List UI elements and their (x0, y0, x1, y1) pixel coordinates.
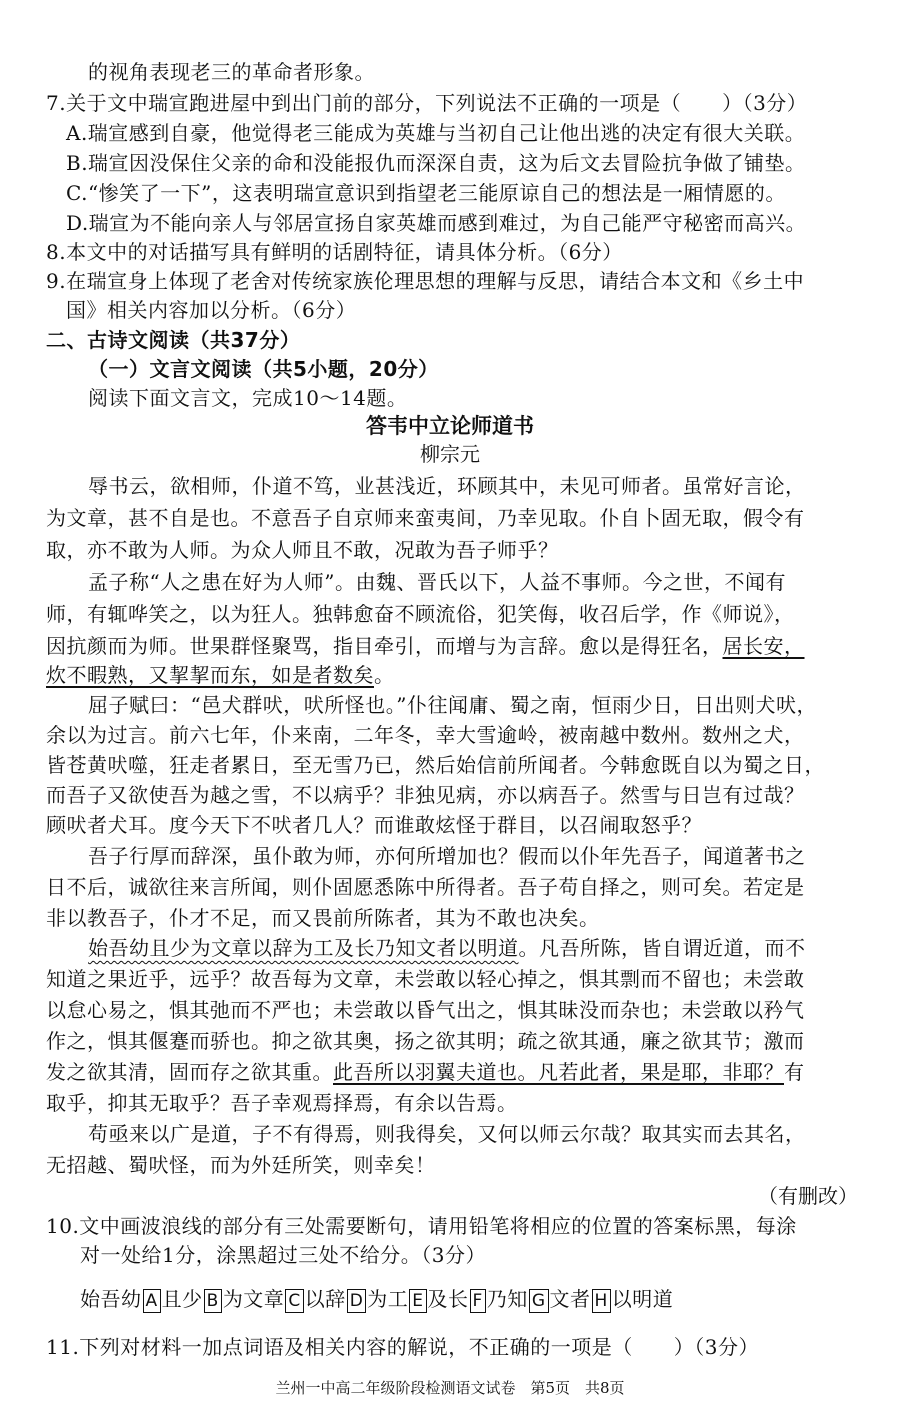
answer-box-h[interactable]: H (592, 1289, 611, 1313)
q9-line2: 国》相关内容加以分析。（6分） (66, 298, 357, 322)
q11: 11.下列对材料一加点词语及相关内容的解说，不正确的一项是（ ）（3分） (46, 1335, 760, 1359)
q10-line2: 对一处给1分，涂黑超过三处不给分。（3分） (80, 1243, 486, 1267)
p1-line2: 为文章，甚不自是也。不意吾子自京师来蛮夷间，乃幸见取。仆自卜固无取，假令有 (46, 506, 805, 530)
segment: 乃知 (486, 1287, 528, 1311)
p3-line3: 皆苍黄吠噬，狂走者累日，至无雪乃已，然后始信前所闻者。今韩愈既自以为蜀之日， (46, 753, 825, 777)
q10-answer-row (80, 1286, 673, 1313)
wavy-line-sentence: 始吾幼且少为文章以辞为工及长乃知文者以明道 (88, 936, 519, 960)
segment: 文者 (549, 1287, 591, 1311)
p5-line3: 以怠心易之，惧其弛而不严也；未尝敢以昏气出之，惧其昧没而杂也；未尝敢以矜气 (46, 998, 805, 1022)
segment: 以明道 (611, 1287, 674, 1311)
p6-line2: 无招越、蜀吠怪，而为外廷所笑，则幸矣！ (46, 1153, 436, 1177)
section-heading: 二、古诗文阅读（共37分） (46, 328, 301, 352)
p2-line3-text: 因抗颜而为师。世果群怪聚骂，指目牵引，而增与为言辞。愈以是得狂名， (46, 634, 723, 658)
reading-instruction: 阅读下面文言文，完成10～14题。 (88, 386, 408, 410)
q8: 8.本文中的对话描写具有鲜明的话剧特征，请具体分析。（6分） (46, 240, 623, 264)
essay-title: 答韦中立论师道书 (366, 414, 534, 438)
segment: 为文章 (222, 1287, 285, 1311)
essay-author: 柳宗元 (420, 442, 480, 466)
p3-line5: 顾吠者犬耳。度今天下不吠者几人？而谁敢炫怪于群目，以召闹取怒乎？ (46, 813, 702, 837)
segment: 为工 (367, 1287, 409, 1311)
answer-box-e[interactable]: E (409, 1289, 426, 1313)
p2-line3 (46, 633, 805, 659)
answer-box-a[interactable]: A (143, 1289, 161, 1313)
p3-line4: 而吾子又欲使吾为越之雪，不以病乎？非独见病，亦以病吾子。然雪与日岂有过哉？ (46, 783, 805, 807)
p5-line5-end: 有 (784, 1060, 805, 1084)
segment: 及长 (427, 1287, 469, 1311)
q6-tail: 的视角表现老三的革命者形象。 (88, 60, 375, 84)
p3-line2: 余以为过言。前六七年，仆来南，二年冬，幸大雪逾岭，被南越中数州。数州之犬， (46, 723, 805, 747)
p5-line1-rest: 。凡吾所陈，皆自谓近道，而不 (518, 936, 806, 960)
underlined-sentence-2: 此吾所以羽翼夫道也。凡若此者，果是耶，非耶？ (333, 1060, 784, 1084)
q7-option-a: A.瑞宣感到自豪，他觉得老三能成为英雄与当初自己让他出逃的决定有很大关联。 (66, 121, 806, 145)
answer-box-b[interactable]: B (204, 1289, 222, 1313)
q7-option-c: C.“惨笑了一下”，这表明瑞宣意识到指望老三能原谅自己的想法是一厢情愿的。 (66, 181, 786, 205)
underlined-sentence-part2: 炊不暇熟，又挈挈而东，如是者数矣 (46, 663, 374, 687)
segment: 始吾幼 (80, 1287, 142, 1311)
abridged-note: （有删改） (758, 1184, 858, 1208)
p4-line3: 非以教吾子，仆才不足，而又畏前所陈者，其为不敢也决矣。 (46, 906, 600, 930)
underlined-sentence-part1: 居长安， (722, 634, 805, 658)
q7-option-d: D.瑞宣为不能向亲人与邻居宣扬自家英雄而感到难过，为自己能严守秘密而高兴。 (66, 211, 807, 235)
p1-line1: 辱书云，欲相师，仆道不笃，业甚浅近，环顾其中，未见可师者。虽常好言论， (88, 474, 806, 498)
p5-line2: 知道之果近乎，远乎？故吾每为文章，未尝敢以轻心掉之，惧其剽而不留也；未尝敢 (46, 967, 805, 991)
p6-line1: 苟亟来以广是道，子不有得焉，则我得矣，又何以师云尔哉？取其实而去其名， (88, 1122, 806, 1146)
segment: 以辞 (304, 1287, 346, 1311)
p1-line3: 取，亦不敢为人师。为众人师且不敢，况敢为吾子师乎？ (46, 538, 559, 562)
p4-line2: 日不后，诚欲往来言所闻，则仆固愿悉陈中所得者。吾子苟自择之，则可矣。若定是 (46, 875, 805, 899)
answer-box-f[interactable]: F (470, 1289, 486, 1313)
q7-stem: 7.关于文中瑞宣跑进屋中到出门前的部分，下列说法不正确的一项是（ ）（3分） (46, 91, 808, 115)
p2-line4-end: 。 (374, 663, 395, 687)
q7-option-b: B.瑞宣因没保住父亲的命和没能报仇而深深自责，这为后文去冒险抗争做了铺垫。 (66, 151, 806, 175)
page-footer: 兰州一中高二年级阶段检测语文试卷 第5页 共8页 (275, 1379, 625, 1397)
q9-line1: 9.在瑞宣身上体现了老舍对传统家族伦理思想的理解与反思，请结合本文和《乡土中 (46, 269, 805, 293)
answer-box-d[interactable]: D (347, 1289, 367, 1313)
p5-line6: 取乎，抑其无取乎？吾子幸观焉择焉，有余以告焉。 (46, 1091, 518, 1115)
segment: 且少 (161, 1287, 203, 1311)
q10-line1: 10.文中画波浪线的部分有三处需要断句，请用铅笔将相应的位置的答案标黑，每涂 (46, 1214, 797, 1238)
answer-box-g[interactable]: G (529, 1289, 549, 1313)
p5-line4: 作之，惧其偃蹇而骄也。抑之欲其奥，扬之欲其明；疏之欲其通，廉之欲其节；激而 (46, 1029, 805, 1053)
p5-line5-start: 发之欲其清，固而存之欲其重。 (46, 1060, 333, 1084)
p2-line1: 孟子称“人之患在好为人师”。由魏、晋氏以下，人益不事师。今之世，不闻有 (88, 570, 786, 594)
p5-line5 (46, 1059, 805, 1085)
p5-line1 (88, 935, 806, 961)
p3-line1: 屈子赋曰：“邑犬群吠，吠所怪也。”仆往闻庸、蜀之南，恒雨少日，日出则犬吠， (88, 693, 817, 717)
p2-line4 (46, 662, 395, 688)
answer-box-c[interactable]: C (285, 1289, 303, 1313)
subsection-heading: （一）文言文阅读（共5小题，20分） (88, 357, 439, 381)
p4-line1: 吾子行厚而辞深，虽仆敢为师，亦何所增加也？假而以仆年先吾子，闻道著书之 (88, 844, 806, 868)
p2-line2: 师，有辄哗笑之，以为狂人。独韩愈奋不顾流俗，犯笑侮，收召后学，作《师说》， (46, 602, 795, 626)
